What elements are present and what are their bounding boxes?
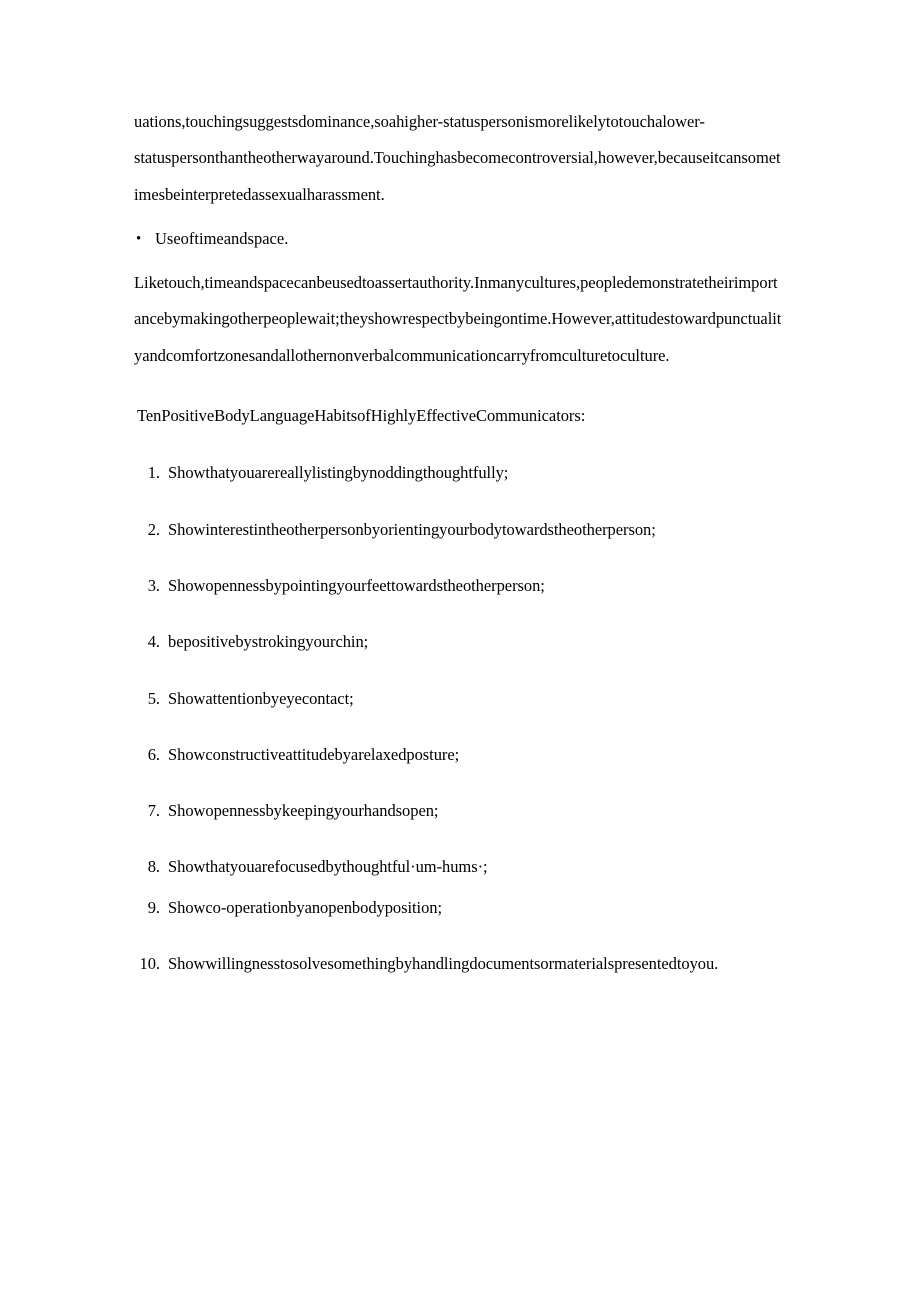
table-row [134,849,784,885]
bullet-list-use-of-time-and-space [134,221,784,257]
list-item-label: bepositivebystrokingyourchin; [168,632,369,652]
list-marker: 3. [147,575,160,595]
list-marker: 2. [147,519,160,539]
list-item-label: Showinterestintheotherpersonbyorientingyourbodytowardstheotherperson; [168,519,656,539]
list-marker: 5. [147,688,160,708]
bullet-icon: • [136,230,142,247]
page-title: TenPositiveBodyLanguageHabitsofHighlyEffectiveCommunicators: [137,406,586,426]
spacer-below-heading [134,434,784,455]
list-item-label: Showconstructiveattitudebyarelaxedposture; [168,744,460,764]
paragraph-touching-continued: uations,touchingsuggestsdominance,soahigher-statuspersonismorelikelytotouchalower-statuspersonthantheotherwayaround.Touchinghasbecomecontroversial,however,becauseitcansometimesbeinterpretedassexualharassment. [134,112,781,204]
list-marker: 7. [147,801,160,821]
spacer-above-heading [134,384,784,398]
table-row [134,624,784,660]
table-row [134,681,784,717]
table-row [134,737,784,773]
table-row [134,568,784,604]
list-marker: 10. [139,954,160,974]
list-marker: 6. [147,744,160,764]
document-text-column [134,104,784,982]
list-marker: 8. [147,857,160,877]
numbered-list-body-language-habits [134,455,784,982]
list-item [134,221,784,257]
table-row [134,946,784,982]
table-row [134,455,784,491]
list-item-label: Showopennessbypointingyourfeettowardstheotherperson; [168,575,545,595]
list-item-label: Showthatyouarefocusedbythoughtful·um-hums·; [168,857,488,877]
list-marker: 4. [147,632,160,652]
list-item-label: Showwillingnesstosolvesomethingbyhandlingdocumentsormaterialspresentedtoyou. [168,954,719,974]
list-marker: 1. [147,463,160,483]
bullet-item-label: Useoftimeandspace. [155,228,289,248]
list-item-label: Showattentionbyeyecontact; [168,688,354,708]
table-row [134,890,784,926]
list-item-label: Showco-operationbyanopenbodyposition; [168,897,443,917]
list-marker: 9. [147,897,160,917]
list-item-label: Showthatyouarereallylistingbynoddingthoughtfully; [168,463,509,483]
table-row [134,512,784,548]
paragraph-time-and-space: Liketouch,timeandspacecanbeusedtoassertauthority.Inmanycultures,peopledemonstratetheirimportancebymakingotherpeoplewait;theyshowrespectbybeingontime.However,attitudestowardpunctualityandcomfortzonesandallothernonverbalcommunicationcarryfromculturetoculture. [134,273,782,365]
table-row [134,793,784,829]
list-item-label: Showopennessbykeepingyourhandsopen; [168,801,439,821]
